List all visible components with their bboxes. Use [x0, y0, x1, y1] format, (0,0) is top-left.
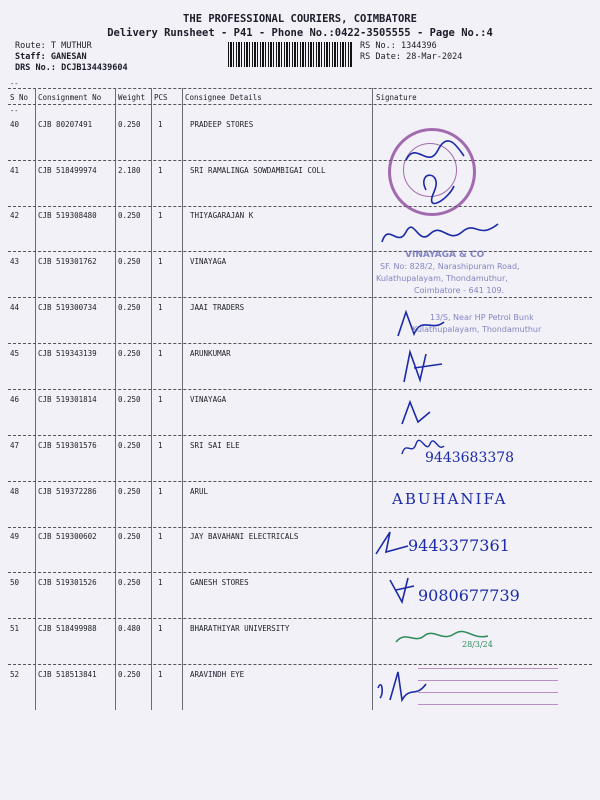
row-details: GANESH STORES [190, 578, 249, 587]
row-pcs: 1 [158, 670, 163, 679]
row-divider [8, 160, 592, 161]
row-weight: 0.250 [118, 395, 141, 404]
staff-value: GANESAN [50, 52, 87, 62]
staff-line: Staff: GANESAN [15, 52, 87, 62]
row-details: ARUL [190, 487, 209, 496]
col-pcs-header: PCS [154, 93, 168, 102]
row-pcs: 1 [158, 303, 163, 312]
row-sno: 46 [10, 395, 20, 404]
row-sno: 43 [10, 257, 20, 266]
row-details: SRI RAMALINGA SOWDAMBIGAI COLL [190, 166, 326, 175]
row-sno: 52 [10, 670, 20, 679]
row-consignment: CJB 80207491 [38, 120, 93, 129]
row-weight: 0.250 [118, 303, 141, 312]
row-consignment: CJB 519300734 [38, 303, 97, 312]
row-pcs: 1 [158, 395, 163, 404]
row-consignment: CJB 519343139 [38, 349, 97, 358]
row-divider [8, 618, 592, 619]
signature-49 [372, 528, 412, 558]
rs-no-value: 1344396 [400, 41, 437, 51]
jaai-stamp-address: Kulathupalayam, Thondamuthur [412, 325, 542, 334]
rs-date-line: RS Date: 28-Mar-2024 [360, 52, 463, 62]
row-sno: 51 [10, 624, 20, 633]
vinayaga-stamp-name: VINAYAGA & CO [405, 250, 485, 260]
handwritten-phone-50: 9080677739 [418, 586, 520, 605]
handwritten-phone-49: 9443377361 [408, 536, 510, 555]
col-sno-header: S No [10, 93, 29, 102]
row-divider [8, 481, 592, 482]
signature-44 [392, 306, 452, 342]
row-sno: 49 [10, 532, 20, 541]
dash-mark: -- [10, 80, 19, 88]
drs-value: DCJB134439604 [61, 63, 128, 73]
row-weight: 0.480 [118, 624, 141, 633]
row-consignment: CJB 519300602 [38, 532, 97, 541]
row-consignment: CJB 519301814 [38, 395, 97, 404]
row-details: ARUNKUMAR [190, 349, 231, 358]
header-top-divider [8, 88, 592, 89]
header-bottom-divider [8, 104, 592, 105]
row-pcs: 1 [158, 349, 163, 358]
row-weight: 0.250 [118, 257, 141, 266]
row-consignment: CJB 518513841 [38, 670, 97, 679]
route-value: T MUTHUR [50, 41, 92, 51]
row-sno: 41 [10, 166, 20, 175]
row-pcs: 1 [158, 441, 163, 450]
row-pcs: 1 [158, 166, 163, 175]
row-weight: 2.180 [118, 166, 141, 175]
row-consignment: CJB 519301576 [38, 441, 97, 450]
row-details: JAAI TRADERS [190, 303, 245, 312]
row-weight: 0.250 [118, 441, 141, 450]
row-divider [8, 389, 592, 390]
row-weight: 0.250 [118, 578, 141, 587]
vinayaga-stamp-address: Kulathupalayam, Thondamuthur, [376, 274, 508, 283]
route-line: Route: T MUTHUR [15, 41, 92, 51]
col-consignment-header: Consignment No [38, 93, 102, 102]
row-divider [8, 527, 592, 528]
row-divider [8, 435, 592, 436]
aravindh-eye-stamp [418, 662, 558, 710]
row-details: BHARATHIYAR UNIVERSITY [190, 624, 290, 633]
handwritten-phone-47: 9443683378 [425, 450, 515, 466]
dash-mark: -- [10, 107, 19, 115]
row-weight: 0.250 [118, 211, 141, 220]
row-sno: 44 [10, 303, 20, 312]
row-consignment: CJB 519301762 [38, 257, 97, 266]
row-pcs: 1 [158, 624, 163, 633]
col-weight-header: Weight [118, 93, 146, 102]
row-consignment: CJB 519308480 [38, 211, 97, 220]
row-pcs: 1 [158, 211, 163, 220]
rs-no-line: RS No.: 1344396 [360, 41, 437, 51]
col-line [372, 88, 373, 710]
row-weight: 0.250 [118, 487, 141, 496]
col-line [151, 88, 152, 710]
row-details: VINAYAGA [190, 395, 227, 404]
row-consignment: CJB 518499974 [38, 166, 97, 175]
jaai-stamp-address: 13/S, Near HP Petrol Bunk [430, 313, 534, 322]
row-sno: 50 [10, 578, 20, 587]
row-divider [8, 343, 592, 344]
row-divider [8, 572, 592, 573]
col-line [182, 88, 183, 710]
signature-50 [386, 572, 420, 606]
row-sno: 48 [10, 487, 20, 496]
company-title: THE PROFESSIONAL COURIERS, COIMBATORE [183, 13, 417, 25]
col-signature-header: Signature [376, 93, 417, 102]
signature-45 [398, 346, 448, 386]
barcode [228, 42, 353, 67]
row-details: VINAYAGA [190, 257, 227, 266]
row-divider [8, 206, 592, 207]
row-details: PRADEEP STORES [190, 120, 254, 129]
row-pcs: 1 [158, 257, 163, 266]
row-weight: 0.250 [118, 349, 141, 358]
row-sno: 40 [10, 120, 20, 129]
row-sno: 45 [10, 349, 20, 358]
signature-42 [378, 218, 508, 254]
signature-40 [398, 130, 468, 210]
row-sno: 47 [10, 441, 20, 450]
col-line [35, 88, 36, 710]
row-consignment: CJB 519301526 [38, 578, 97, 587]
handwritten-date-51: 28/3/24 [462, 640, 493, 649]
vinayaga-stamp-address: SF. No: 828/2, Narashipuram Road, [380, 262, 520, 271]
row-consignment: CJB 519372286 [38, 487, 97, 496]
signature-46 [398, 398, 438, 428]
row-details: JAY BAVAHANI ELECTRICALS [190, 532, 299, 541]
row-pcs: 1 [158, 487, 163, 496]
row-details: THIYAGARAJAN K [190, 211, 254, 220]
row-consignment: CJB 518499988 [38, 624, 97, 633]
row-details: SRI SAI ELE [190, 441, 240, 450]
drs-line: DRS No.: DCJB134439604 [15, 63, 128, 73]
runsheet-subtitle: Delivery Runsheet - P41 - Phone No.:0422-3505555 - Page No.:4 [107, 27, 493, 39]
row-pcs: 1 [158, 532, 163, 541]
row-details: ARAVINDH EYE [190, 670, 245, 679]
row-pcs: 1 [158, 578, 163, 587]
row-sno: 42 [10, 211, 20, 220]
row-divider [8, 297, 592, 298]
row-pcs: 1 [158, 120, 163, 129]
col-line [115, 88, 116, 710]
row-weight: 0.250 [118, 670, 141, 679]
handwritten-name-48: ABUHANIFA [392, 490, 508, 508]
row-weight: 0.250 [118, 532, 141, 541]
vinayaga-stamp-address: Coimbatore - 641 109. [414, 286, 505, 295]
col-details-header: Consignee Details [185, 93, 262, 102]
rs-date-value: 28-Mar-2024 [406, 52, 463, 62]
row-weight: 0.250 [118, 120, 141, 129]
